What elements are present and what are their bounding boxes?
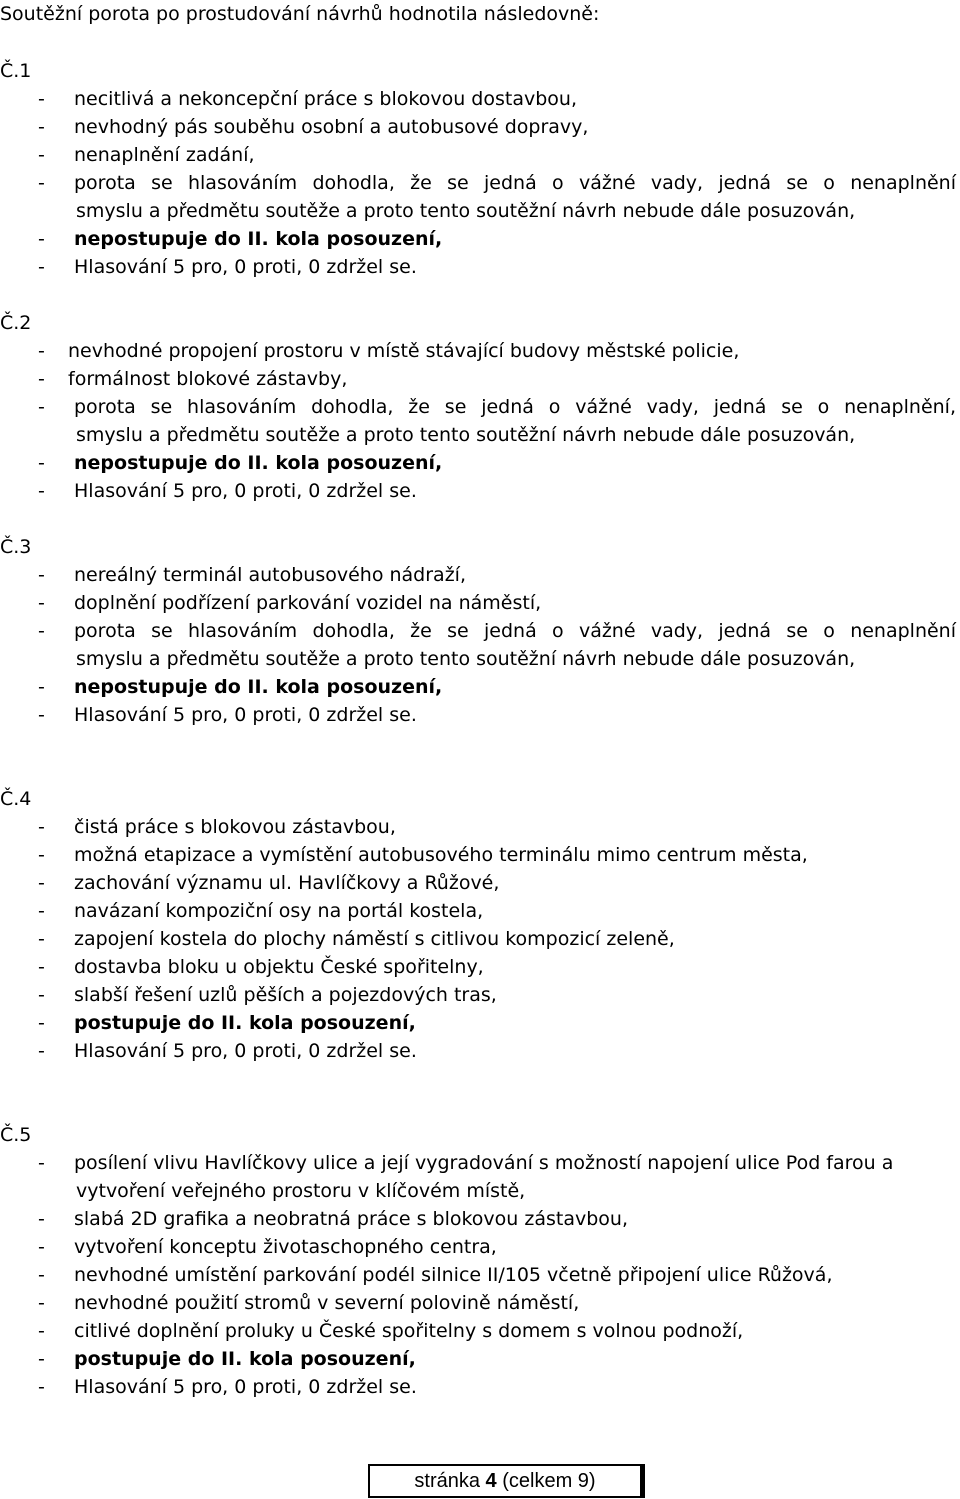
vote-result: Hlasování 5 pro, 0 proti, 0 zdržel se. (74, 1376, 417, 1398)
vote-result: Hlasování 5 pro, 0 proti, 0 zdržel se. (74, 480, 417, 502)
list-bullet: - (38, 592, 45, 614)
list-bullet: - (38, 452, 45, 474)
list-item: formálnost blokové zástavby, (68, 368, 348, 390)
page-footer (368, 1464, 645, 1498)
list-item: nenaplnění zadání, (74, 144, 255, 166)
list-bullet: - (38, 1376, 45, 1398)
list-item-continuation: vytvoření veřejného prostoru v klíčovém místě, (76, 1180, 526, 1202)
list-bullet: - (38, 1264, 45, 1286)
list-bullet: - (38, 172, 45, 194)
list-bullet: - (38, 256, 45, 278)
proposal-heading: Č.3 (0, 536, 32, 558)
list-item: vytvoření konceptu životaschopného centra, (74, 1236, 497, 1258)
list-bullet: - (38, 1292, 45, 1314)
list-item: možná etapizace a vymístění autobusového terminálu mimo centrum města, (74, 844, 808, 866)
list-item: porota se hlasováním dohodla, že se jedná o vážné vady, jedná se o nenaplnění (74, 172, 956, 194)
list-bullet: - (38, 900, 45, 922)
vote-result: Hlasování 5 pro, 0 proti, 0 zdržel se. (74, 704, 417, 726)
verdict-text: postupuje do II. kola posouzení, (74, 1012, 416, 1034)
list-bullet: - (38, 984, 45, 1006)
list-item: zachování významu ul. Havlíčkovy a Růžové, (74, 872, 500, 894)
list-bullet: - (38, 872, 45, 894)
verdict-text: nepostupuje do II. kola posouzení, (74, 676, 443, 698)
list-item-continuation: smyslu a předmětu soutěže a proto tento soutěžní návrh nebude dále posuzován, (76, 200, 856, 222)
list-bullet: - (38, 340, 45, 362)
list-bullet: - (38, 1236, 45, 1258)
list-bullet: - (38, 116, 45, 138)
proposal-heading: Č.2 (0, 312, 32, 334)
proposal-heading: Č.1 (0, 60, 32, 82)
list-bullet: - (38, 396, 45, 418)
page-number: 4 (485, 1470, 497, 1492)
list-bullet: - (38, 480, 45, 502)
list-item: čistá práce s blokovou zástavbou, (74, 816, 396, 838)
list-item: slabší řešení uzlů pěších a pojezdových tras, (74, 984, 497, 1006)
list-bullet: - (38, 816, 45, 838)
list-bullet: - (38, 228, 45, 250)
intro-text: Soutěžní porota po prostudování návrhů hodnotila následovně: (0, 3, 600, 25)
page-total: (celkem 9) (502, 1470, 596, 1492)
list-bullet: - (38, 1320, 45, 1342)
proposal-heading: Č.5 (0, 1124, 32, 1146)
list-item: nevhodné umístění parkování podél silnice II/105 včetně připojení ulice Růžová, (74, 1264, 833, 1286)
list-item: nevhodné propojení prostoru v místě stávající budovy městské policie, (68, 340, 740, 362)
list-bullet: - (38, 1152, 45, 1174)
proposal-heading: Č.4 (0, 788, 32, 810)
list-item: doplnění podřízení parkování vozidel na náměstí, (74, 592, 542, 614)
list-item: navázaní kompoziční osy na portál kostela, (74, 900, 484, 922)
list-bullet: - (38, 1040, 45, 1062)
list-item: dostavba bloku u objektu České spořitelny, (74, 956, 484, 978)
list-bullet: - (38, 144, 45, 166)
verdict-text: postupuje do II. kola posouzení, (74, 1348, 416, 1370)
list-bullet: - (38, 1348, 45, 1370)
list-bullet: - (38, 928, 45, 950)
vote-result: Hlasování 5 pro, 0 proti, 0 zdržel se. (74, 1040, 417, 1062)
list-item: citlivé doplnění proluky u České spořitelny s domem s volnou podnoží, (74, 1320, 744, 1342)
list-bullet: - (38, 368, 45, 390)
list-item: posílení vlivu Havlíčkovy ulice a její vygradování s možností napojení ulice Pod farou a (74, 1152, 894, 1174)
list-item-continuation: smyslu a předmětu soutěže a proto tento soutěžní návrh nebude dále posuzován, (76, 424, 856, 446)
verdict-text: nepostupuje do II. kola posouzení, (74, 228, 443, 250)
page-label: stránka (414, 1470, 480, 1492)
list-bullet: - (38, 620, 45, 642)
list-item-continuation: smyslu a předmětu soutěže a proto tento soutěžní návrh nebude dále posuzován, (76, 648, 856, 670)
list-item: nereálný terminál autobusového nádraží, (74, 564, 466, 586)
list-item: nevhodný pás souběhu osobní a autobusové dopravy, (74, 116, 589, 138)
verdict-text: nepostupuje do II. kola posouzení, (74, 452, 443, 474)
list-bullet: - (38, 564, 45, 586)
list-bullet: - (38, 1012, 45, 1034)
list-item: porota se hlasováním dohodla, že se jedná o vážné vady, jedná se o nenaplnění, (74, 396, 956, 418)
list-item: slabá 2D grafika a neobratná práce s blokovou zástavbou, (74, 1208, 628, 1230)
list-item: necitlivá a nekoncepční práce s blokovou dostavbou, (74, 88, 577, 110)
list-item: porota se hlasováním dohodla, že se jedná o vážné vady, jedná se o nenaplnění (74, 620, 956, 642)
list-bullet: - (38, 676, 45, 698)
list-item: zapojení kostela do plochy náměstí s citlivou kompozicí zeleně, (74, 928, 675, 950)
list-item: nevhodné použití stromů v severní polovině náměstí, (74, 1292, 580, 1314)
list-bullet: - (38, 88, 45, 110)
list-bullet: - (38, 844, 45, 866)
list-bullet: - (38, 956, 45, 978)
vote-result: Hlasování 5 pro, 0 proti, 0 zdržel se. (74, 256, 417, 278)
list-bullet: - (38, 1208, 45, 1230)
list-bullet: - (38, 704, 45, 726)
